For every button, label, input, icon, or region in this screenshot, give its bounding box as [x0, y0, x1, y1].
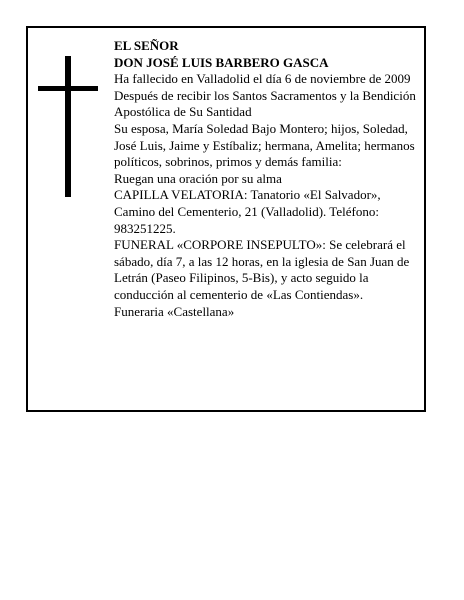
funeral-home: Funeraria «Castellana»	[114, 303, 235, 319]
family-list: Su esposa, María Soledad Bajo Montero; hijos, Soledad, José Luis, Jaime y Estíbaliz; hermana, Amelita; hermanos políticos, sobrinos, primos y demás familia:	[114, 120, 415, 170]
cross-vertical-bar	[65, 56, 71, 197]
cross-icon	[38, 56, 98, 197]
funeral-info: FUNERAL «CORPORE INSEPULTO»: Se celebrará el sábado, día 7, a las 12 horas, en la iglesia de San Juan de Letrán (Paseo Filipinos, 5-Bis), y acto seguido la conducción al cementerio de «Las Contiendas».	[114, 237, 410, 302]
sacraments-line: Después de recibir los Santos Sacramentos y la Bendición Apostólica de Su Santidad	[114, 87, 416, 120]
deceased-name: DON JOSÉ LUIS BARBERO GASCA	[114, 54, 329, 70]
cross-horizontal-bar	[38, 86, 98, 91]
prayer-request: Ruegan una oración por su alma	[114, 170, 282, 186]
title-line: EL SEÑOR	[114, 38, 179, 53]
death-announcement: Ha fallecido en Valladolid el día 6 de noviembre de 2009	[114, 71, 411, 87]
obituary-text	[114, 38, 424, 320]
chapel-info: CAPILLA VELATORIA: Tanatorio «El Salvador», Camino del Cementerio, 21 (Valladolid). Teléfono: 983251225.	[114, 187, 381, 236]
